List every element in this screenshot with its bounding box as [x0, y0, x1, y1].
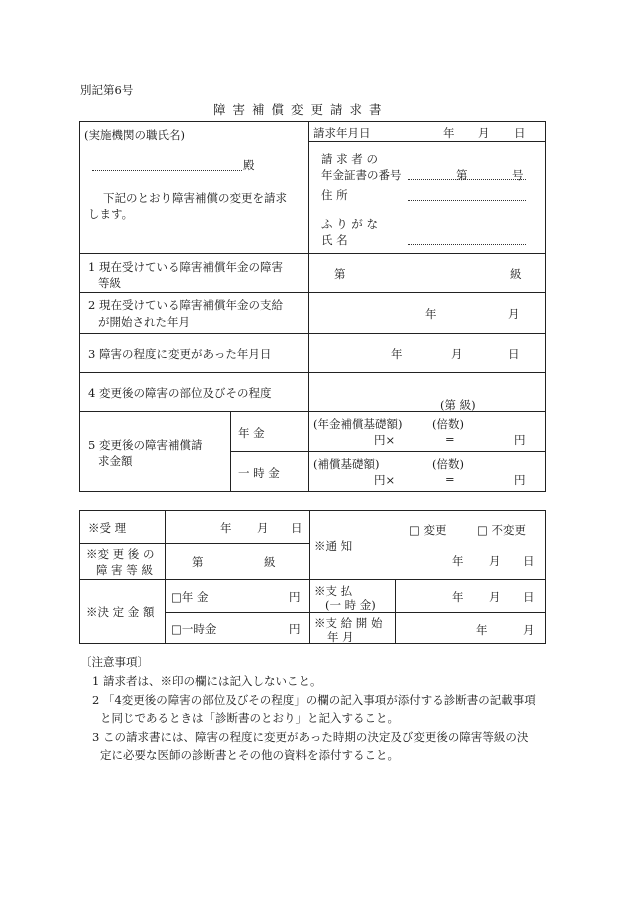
request-text-line1: 下記のとおり障害補償の変更を請求	[103, 191, 287, 205]
payment-month: 月	[489, 590, 501, 604]
note-3-line2: 定に必要な医師の診断書とその他の資料を添付すること。	[100, 748, 399, 762]
row4-grade-note: (第 級)	[440, 398, 476, 412]
pension-equals: =	[445, 432, 455, 446]
pension-multiplier-label: (倍数)	[432, 417, 464, 431]
institution-name-field[interactable]	[92, 170, 242, 171]
row3-day: 日	[508, 347, 520, 361]
receipt-day: 日	[291, 521, 303, 535]
institution-label: (実施機関の職氏名)	[84, 128, 185, 142]
request-date-day: 日	[514, 126, 526, 140]
row5-label-line2: 求金額	[98, 454, 133, 468]
row4-label: 4 変更後の障害の部位及びその程度	[88, 386, 272, 400]
notice-month: 月	[489, 554, 501, 568]
start-year: 年	[476, 623, 488, 637]
new-grade-label-line2: 障 害 等 級	[96, 563, 153, 577]
row1-label-line1: 1 現在受けている障害補償年金の障害	[88, 260, 283, 274]
decision-pension-option[interactable]: □年 金	[171, 590, 209, 604]
row5-label-line1: 5 変更後の障害補償請	[88, 438, 203, 452]
new-grade-dai: 第	[192, 555, 204, 569]
address-field[interactable]	[408, 200, 526, 201]
furigana-label: ふ り が な	[321, 217, 378, 231]
row2-label-line1: 2 現在受けている障害補償年金の支給	[88, 298, 283, 312]
row3-year: 年	[391, 347, 403, 361]
row2-label-line2: が開始された年月	[98, 315, 190, 329]
lump-sum-equals: =	[445, 472, 455, 486]
address-label: 住 所	[321, 188, 348, 202]
name-field[interactable]	[408, 244, 526, 245]
notice-day: 日	[523, 554, 535, 568]
pension-base-label: (年金補償基礎額)	[313, 417, 403, 431]
notes-heading: 〔注意事項〕	[80, 655, 149, 669]
pension-label: 年 金	[238, 426, 265, 440]
claimant-label-line2: 年金証書の番号	[321, 168, 402, 182]
row3-month: 月	[451, 347, 463, 361]
row1-kyu: 級	[510, 267, 522, 281]
row1-dai: 第	[334, 267, 346, 281]
row2-month: 月	[508, 307, 520, 321]
request-date-month: 月	[478, 126, 490, 140]
note-3-line1: 3 この請求書には、障害の程度に変更があった時期の決定及び変更後の障害等級の決	[92, 730, 529, 744]
new-grade-label-line1: ※変 更 後 の	[86, 547, 155, 561]
row2-year: 年	[425, 307, 437, 321]
note-2-line1: 2 「4変更後の障害の部位及びその程度」の欄の記入事項が添付する診断書の記載事項	[92, 693, 536, 707]
page-title: 障害補償変更請求書	[213, 102, 389, 117]
notice-change-option[interactable]: □ 変更	[409, 523, 447, 537]
notice-no-change-option[interactable]: □ 不変更	[477, 523, 527, 537]
certificate-go: 号	[512, 168, 524, 182]
claimant-label-line1: 請 求 者 の	[321, 152, 378, 166]
pension-calc-yen: 円×	[374, 433, 396, 447]
decision-lump-sum-yen: 円	[289, 622, 301, 636]
honorific: 殿	[243, 158, 255, 172]
payment-label-line2: (一 時 金)	[325, 598, 376, 612]
receipt-month: 月	[257, 521, 269, 535]
request-date-label: 請求年月日	[313, 126, 371, 140]
decision-pension-yen: 円	[289, 590, 301, 604]
note-1: 1 請求者は、※印の欄には記入しないこと。	[92, 674, 322, 688]
certificate-dai: 第	[456, 168, 468, 182]
notice-year: 年	[452, 554, 464, 568]
pension-result-yen: 円	[514, 433, 526, 447]
payment-label-line1: ※支 払	[314, 584, 353, 598]
decision-amount-label: ※決 定 金 額	[86, 605, 155, 619]
payment-day: 日	[523, 590, 535, 604]
request-date-year: 年	[443, 126, 455, 140]
start-month: 月	[523, 623, 535, 637]
lump-sum-label: 一 時 金	[238, 466, 280, 480]
lump-sum-multiplier-label: (倍数)	[432, 457, 464, 471]
receipt-label: ※受 理	[88, 521, 127, 535]
row3-label: 3 障害の程度に変更があった年月日	[88, 347, 272, 361]
lump-sum-base-label: (補償基礎額)	[313, 457, 380, 471]
name-label: 氏 名	[321, 233, 348, 247]
request-text-line2: します。	[88, 207, 134, 221]
decision-lump-sum-option[interactable]: □一時金	[171, 622, 217, 636]
receipt-year: 年	[220, 521, 232, 535]
start-label-line1: ※支 給 開 始	[314, 616, 383, 630]
lump-sum-result-yen: 円	[514, 473, 526, 487]
note-2-line2: と同じであるときは「診断書のとおり」と記入すること。	[100, 711, 399, 725]
row1-label-line2: 等級	[98, 276, 121, 290]
start-label-line2: 年 月	[327, 630, 354, 644]
new-grade-kyu: 級	[264, 555, 276, 569]
notice-label: ※通 知	[314, 539, 353, 553]
form-number: 別記第6号	[80, 83, 134, 97]
payment-year: 年	[452, 590, 464, 604]
lump-sum-calc-yen: 円×	[374, 473, 396, 487]
